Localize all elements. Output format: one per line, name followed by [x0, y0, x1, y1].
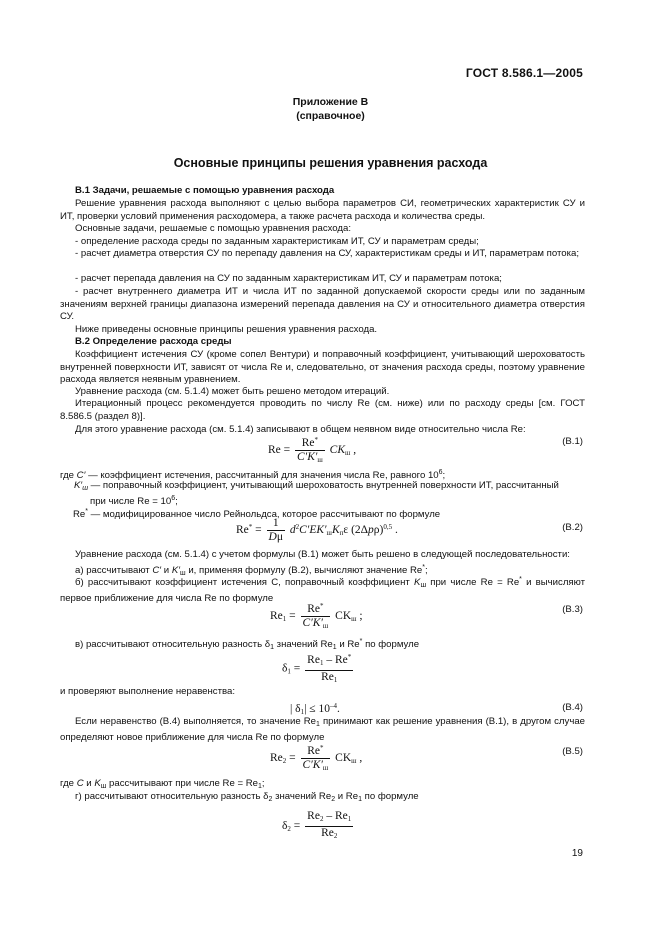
paragraph: Итерационный процесс рекомендуется проводить по числу Re (см. ниже) или по расходу среды [см. ГОСТ 8.586.5 (раздел 8)].	[60, 398, 585, 422]
paragraph: Уравнение расхода (см. 5.1.4) с учетом формулы (В.1) может быть решено в следующей последовательности:	[75, 549, 570, 560]
main-title: Основные принципы решения уравнения расхода	[173, 156, 488, 170]
paragraph: Если неравенство (В.4) выполняется, то значение $Re_1$ принимают как решение уравнения (В.1), в другом случае определяют новое приближение для числа Re по формуле	[60, 716, 585, 743]
paragraph: и проверяют выполнение неравенства:	[60, 686, 235, 697]
formula-b5: $Re_2$ = $\frac{Re^*}{C'K'_ш}$ $CK_ш$ ,	[270, 744, 363, 772]
formula-b1: Re = $\frac{Re^*}{C'K'_ш}$ $CK_ш$ ,	[268, 436, 357, 464]
step-v: в) рассчитывают относительную разность $\delta_1$ значений $Re_1$ и Re* по формуле	[75, 638, 420, 651]
paragraph: Ниже приведены основные принципы решения уравнения расхода.	[75, 324, 378, 335]
section-b2-heading: В.2 Определение расхода среды	[75, 336, 232, 347]
where-k-line2: при числе $Re = 10^6$;	[90, 495, 178, 507]
list-item: - расчет диаметра отверстия СУ по перепаду давления на СУ, характеристикам среды и ИТ, параметрам потока;	[75, 248, 580, 259]
formula-delta1: $\delta_1$ = $\frac{Re_1 - Re^*}{Re_1}$	[282, 653, 352, 684]
formula-b3: $Re_1$ = $\frac{Re^*}{C'K'_ш}$ $CK_ш$ ;	[270, 602, 363, 630]
list-item: - расчет внутреннего диаметра ИТ и числа ИТ по заданной допускаемой скорости среды или по заданным значениям верхней границы диапазона измерений перепада давления на СУ и относительного диаметра отверстия СУ.	[60, 286, 585, 323]
where-k-line: $K'_ш$ — поправочный коэффициент, учитывающий шероховатость внутренней поверхности ИТ, рассчитанный	[73, 480, 559, 492]
where-re-line: Re* — модифицированное число Рейнольдса, которое рассчитывают по формуле	[73, 508, 441, 520]
paragraph: Решение уравнения расхода выполняют с целью выбора параметров СИ, геометрических характеристик СУ и ИТ, проверки условий применения расходомера, а также расчета расхода и количества среды.	[60, 198, 585, 222]
paragraph: Основные задачи, решаемые с помощью уравнения расхода:	[75, 223, 352, 234]
formula-b2: Re* = $\frac{1}{D\mu}$ $d^2C'EK'_шK_п\varepsilon$ $(2\Delta p\rho)^{0,5}$ .	[236, 517, 398, 543]
where-c-line: где C′ — коэффициент истечения, рассчитанный для значения числа Re, равного $10^6$;	[60, 469, 446, 481]
step-b: б) рассчитывают коэффициент истечения С, поправочный коэффициент $K_ш$ при числе Re = Re* и вычисляют первое приближение для числа Re по формуле	[60, 576, 585, 604]
equation-number: (В.2)	[562, 522, 583, 533]
paragraph: Уравнение расхода (см. 5.1.4) может быть решено методом итераций.	[75, 386, 390, 397]
paragraph: Коэффициент истечения СУ (кроме сопел Вентури) и поправочный коэффициент, учитывающий шероховатость внутренней поверхности ИТ, зависят от числа Re и, следовательно, от значения расхода среды, поэтому уравнение расхода является неявным уравнением.	[60, 349, 585, 386]
list-item: - расчет перепада давления на СУ по заданным характеристикам ИТ, СУ и параметрам потока;	[75, 273, 502, 284]
step-g: г) рассчитывают относительную разность $\delta_2$ значений $Re_2$ и $Re_1$ по формуле	[75, 791, 419, 803]
page-number: 19	[571, 848, 583, 859]
appendix-subtitle: (справочное)	[296, 110, 365, 122]
equation-number: (В.3)	[562, 604, 583, 615]
formula-delta2: $\delta_2$ = $\frac{Re_2 - Re_1}{Re_2}$	[282, 810, 352, 840]
section-b1-heading: В.1 Задачи, решаемые с помощью уравнения расхода	[75, 185, 335, 196]
standard-number: ГОСТ 8.586.1—2005	[465, 66, 583, 80]
paragraph: Для этого уравнение расхода (см. 5.1.4) записывают в общем неявном виде относительно числа Re:	[75, 424, 526, 435]
equation-number: (В.1)	[562, 436, 583, 447]
list-item: - определение расхода среды по заданным характеристикам ИТ, СУ и параметрам среды;	[75, 236, 479, 247]
equation-number: (В.5)	[562, 746, 583, 757]
where-ck-line: где С и $K_ш$ рассчитывают при числе $Re = Re_1$;	[60, 778, 265, 790]
formula-b4: | $\delta_1| \le 10^{-4}$.	[290, 702, 340, 716]
equation-number: (В.4)	[562, 702, 583, 713]
step-a: а) рассчитывают C′ и $K'_ш$ и, применяя формулу (В.2), вычисляют значение Re*;	[75, 564, 428, 577]
appendix-title: Приложение В	[292, 96, 369, 108]
